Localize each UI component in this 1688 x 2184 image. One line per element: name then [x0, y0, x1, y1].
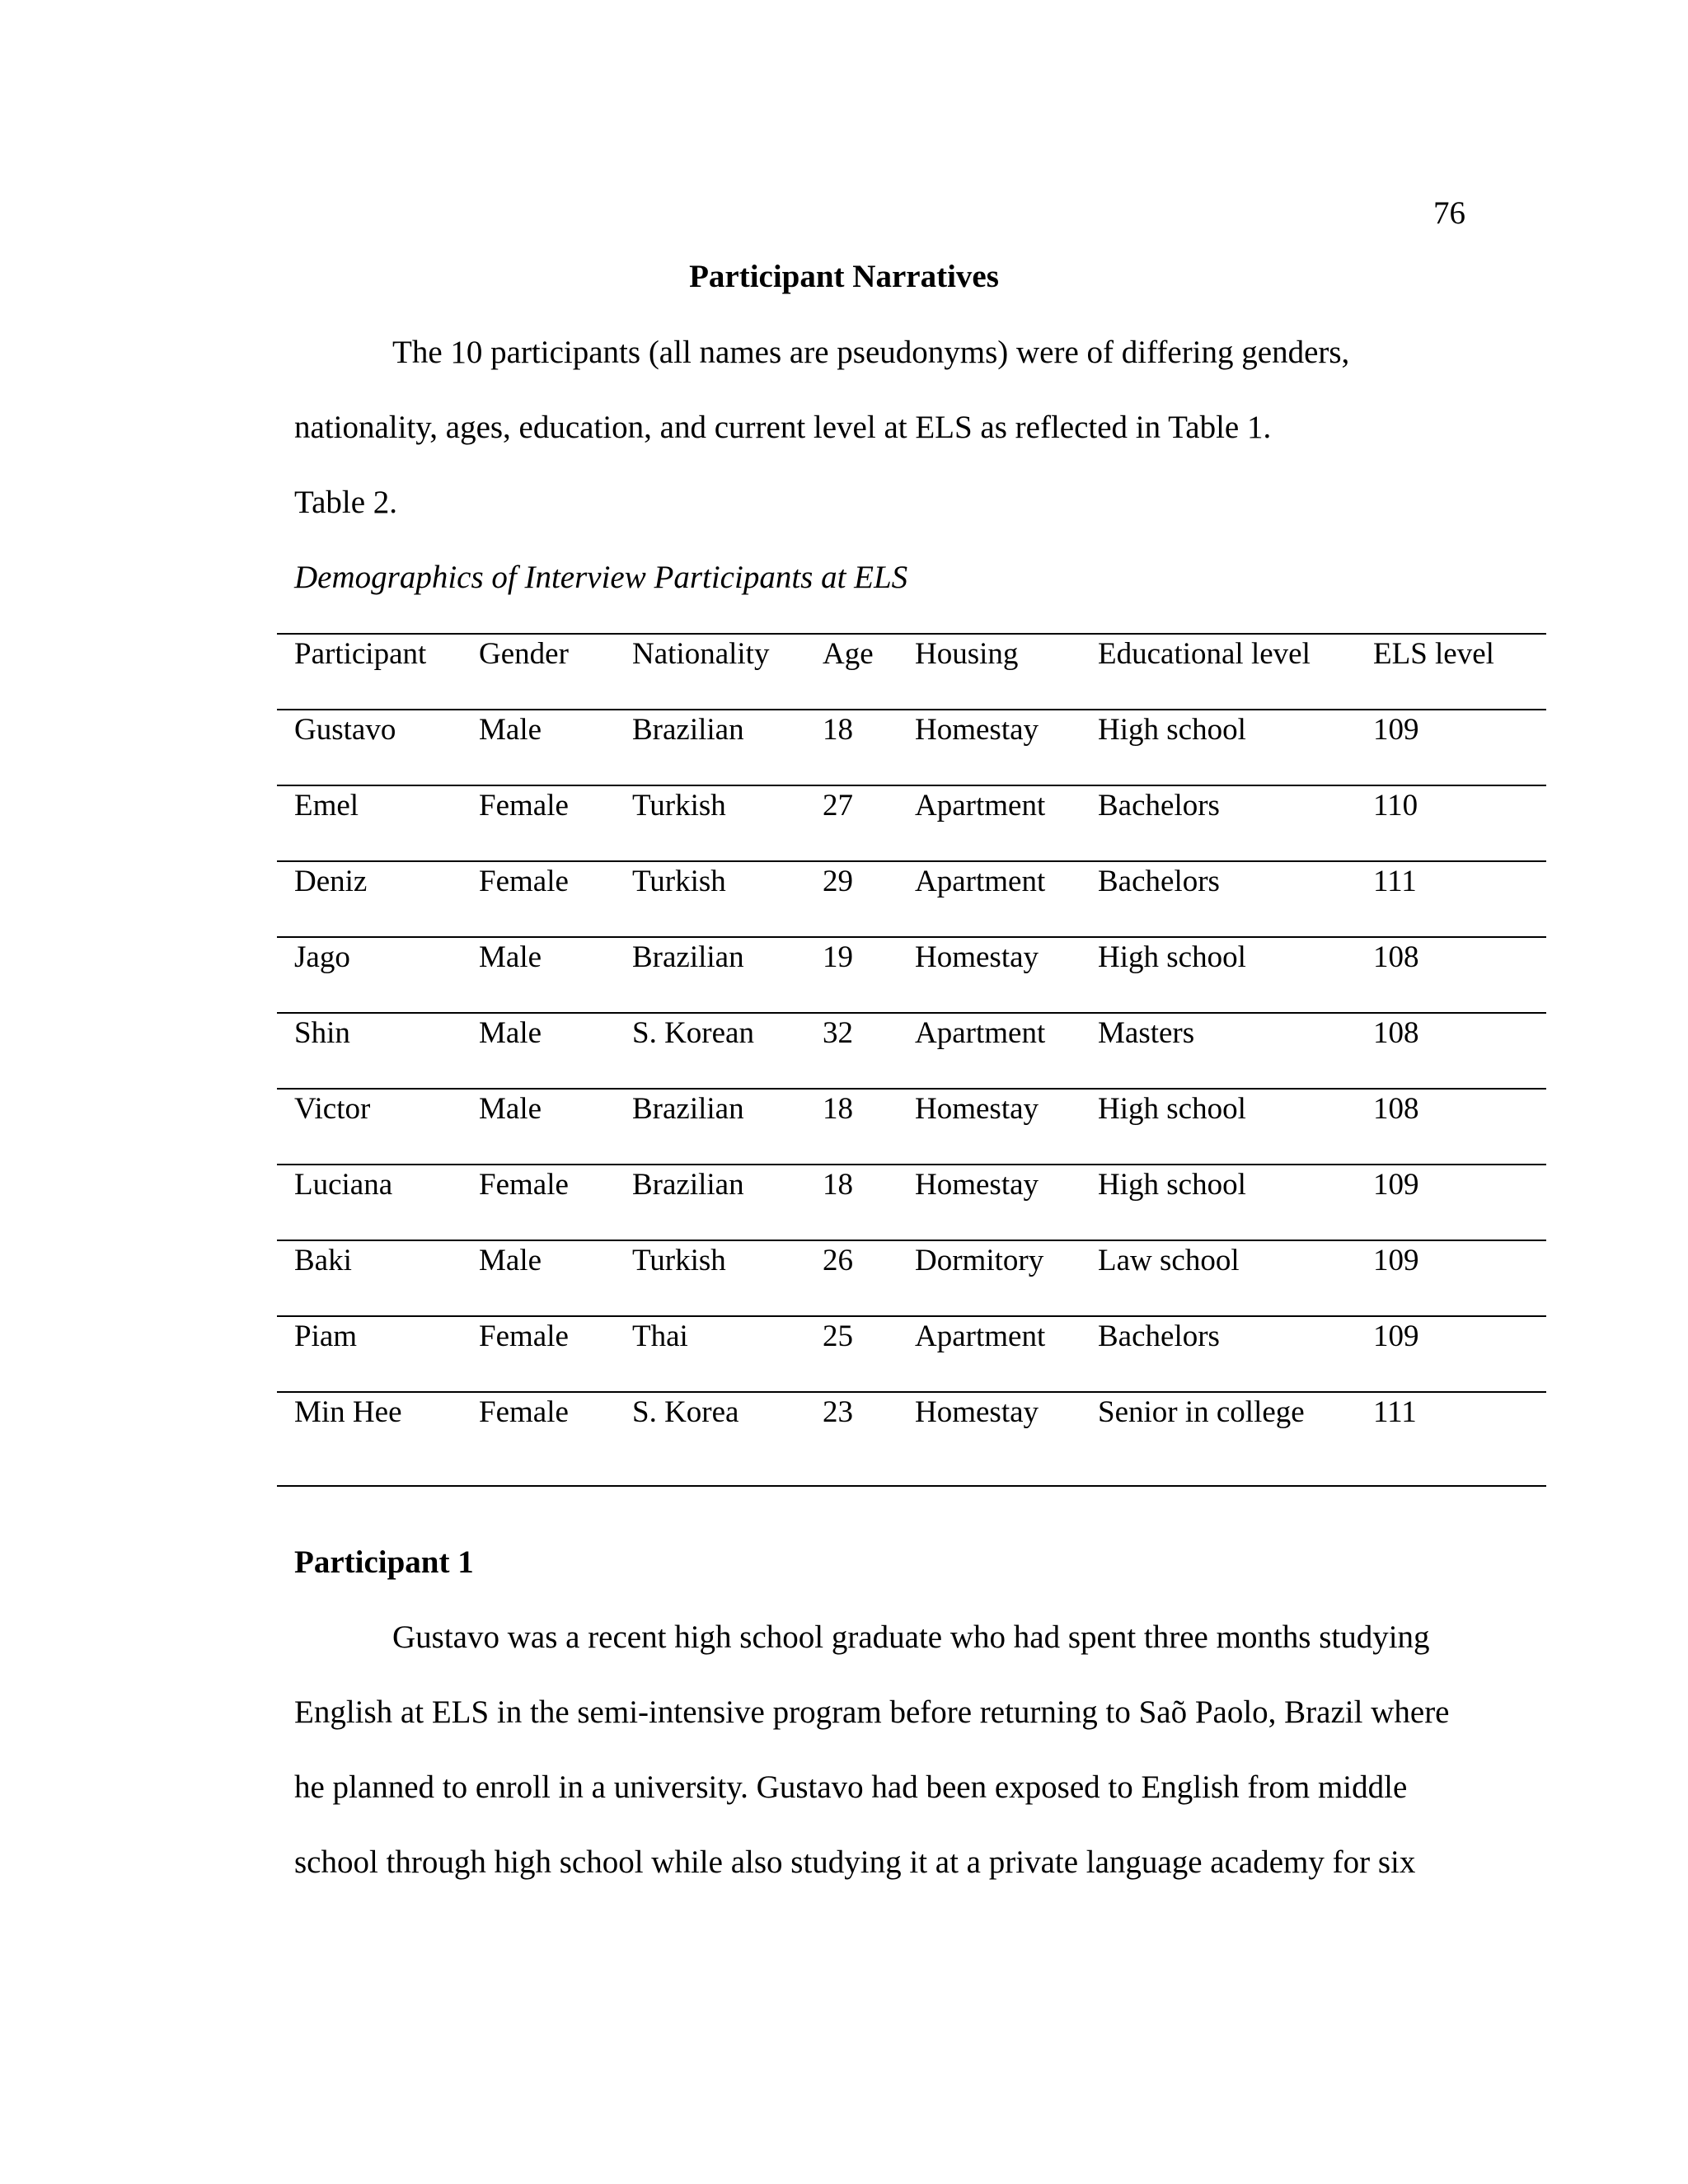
cell-educational-level: Bachelors: [1081, 861, 1356, 937]
cell-gender: Female: [462, 1392, 615, 1486]
cell-gender: Male: [462, 1013, 615, 1089]
cell-participant: Emel: [277, 785, 462, 861]
table-row: [277, 1165, 1546, 1240]
cell-gender: Female: [462, 1316, 615, 1392]
cell-els-level: 108: [1356, 937, 1546, 1013]
cell-els-level: 108: [1356, 1089, 1546, 1165]
cell-participant: Jago: [277, 937, 462, 1013]
cell-housing: Apartment: [898, 1316, 1081, 1392]
table-row: [277, 1392, 1546, 1486]
cell-educational-level: Masters: [1081, 1013, 1356, 1089]
participant-text-line: Gustavo was a recent high school graduate who had spent three months studying: [392, 1619, 1430, 1655]
cell-educational-level: Bachelors: [1081, 1316, 1356, 1392]
page-number: 76: [1433, 195, 1465, 231]
cell-nationality: Turkish: [615, 861, 805, 937]
cell-participant: Deniz: [277, 861, 462, 937]
section-title: Participant Narratives: [689, 259, 999, 294]
cell-nationality: S. Korea: [615, 1392, 805, 1486]
cell-housing: Apartment: [898, 785, 1081, 861]
cell-age: 25: [805, 1316, 898, 1392]
header-housing: Housing: [898, 634, 1081, 710]
cell-participant: Luciana: [277, 1165, 462, 1240]
cell-els-level: 109: [1356, 1316, 1546, 1392]
cell-gender: Female: [462, 861, 615, 937]
cell-gender: Male: [462, 1089, 615, 1165]
table-row: [277, 1316, 1546, 1392]
table-row: [277, 1089, 1546, 1165]
demographics-table: [277, 633, 1546, 1487]
table-row: [277, 710, 1546, 785]
cell-nationality: Thai: [615, 1316, 805, 1392]
table-header-row: [277, 634, 1546, 710]
cell-els-level: 111: [1356, 861, 1546, 937]
cell-age: 18: [805, 1089, 898, 1165]
header-gender: Gender: [462, 634, 615, 710]
intro-line: nationality, ages, education, and current level at ELS as reflected in Table 1.: [294, 410, 1272, 445]
cell-els-level: 109: [1356, 1165, 1546, 1240]
table-row: [277, 1013, 1546, 1089]
header-participant: Participant: [277, 634, 462, 710]
cell-educational-level: Bachelors: [1081, 785, 1356, 861]
cell-nationality: Brazilian: [615, 710, 805, 785]
participant-text-line: school through high school while also studying it at a private language academy for six: [294, 1844, 1416, 1880]
cell-participant: Shin: [277, 1013, 462, 1089]
header-age: Age: [805, 634, 898, 710]
cell-nationality: Brazilian: [615, 1165, 805, 1240]
cell-housing: Homestay: [898, 1089, 1081, 1165]
cell-housing: Homestay: [898, 710, 1081, 785]
participant-text-line: he planned to enroll in a university. Gustavo had been exposed to English from middle: [294, 1769, 1408, 1805]
table-label: Table 2.: [294, 485, 398, 520]
participant-heading: Participant 1: [294, 1544, 474, 1580]
cell-housing: Homestay: [898, 1165, 1081, 1240]
cell-educational-level: High school: [1081, 937, 1356, 1013]
cell-participant: Gustavo: [277, 710, 462, 785]
cell-gender: Male: [462, 1240, 615, 1316]
cell-els-level: 110: [1356, 785, 1546, 861]
cell-housing: Homestay: [898, 937, 1081, 1013]
cell-age: 18: [805, 1165, 898, 1240]
cell-nationality: Brazilian: [615, 937, 805, 1013]
cell-age: 23: [805, 1392, 898, 1486]
cell-nationality: Turkish: [615, 1240, 805, 1316]
table-title: Demographics of Interview Participants at ELS: [294, 560, 908, 595]
intro-line: The 10 participants (all names are pseudonyms) were of differing genders,: [392, 335, 1350, 370]
cell-age: 32: [805, 1013, 898, 1089]
cell-nationality: S. Korean: [615, 1013, 805, 1089]
cell-gender: Female: [462, 1165, 615, 1240]
cell-els-level: 111: [1356, 1392, 1546, 1486]
cell-els-level: 109: [1356, 710, 1546, 785]
participant-text-line: English at ELS in the semi-intensive program before returning to Saõ Paolo, Brazil where: [294, 1694, 1450, 1730]
cell-housing: Apartment: [898, 1013, 1081, 1089]
cell-nationality: Turkish: [615, 785, 805, 861]
cell-educational-level: Senior in college: [1081, 1392, 1356, 1486]
cell-gender: Male: [462, 710, 615, 785]
cell-participant: Min Hee: [277, 1392, 462, 1486]
cell-housing: Homestay: [898, 1392, 1081, 1486]
table-row: [277, 1240, 1546, 1316]
cell-participant: Victor: [277, 1089, 462, 1165]
cell-age: 26: [805, 1240, 898, 1316]
cell-nationality: Brazilian: [615, 1089, 805, 1165]
header-educational-level: Educational level: [1081, 634, 1356, 710]
cell-age: 27: [805, 785, 898, 861]
cell-age: 18: [805, 710, 898, 785]
table-row: [277, 861, 1546, 937]
cell-housing: Dormitory: [898, 1240, 1081, 1316]
cell-els-level: 109: [1356, 1240, 1546, 1316]
cell-educational-level: High school: [1081, 710, 1356, 785]
cell-age: 29: [805, 861, 898, 937]
table-row: [277, 785, 1546, 861]
cell-gender: Female: [462, 785, 615, 861]
cell-educational-level: High school: [1081, 1165, 1356, 1240]
cell-participant: Piam: [277, 1316, 462, 1392]
cell-housing: Apartment: [898, 861, 1081, 937]
cell-educational-level: High school: [1081, 1089, 1356, 1165]
table-row: [277, 937, 1546, 1013]
cell-educational-level: Law school: [1081, 1240, 1356, 1316]
cell-gender: Male: [462, 937, 615, 1013]
cell-participant: Baki: [277, 1240, 462, 1316]
header-nationality: Nationality: [615, 634, 805, 710]
cell-age: 19: [805, 937, 898, 1013]
header-els-level: ELS level: [1356, 634, 1546, 710]
cell-els-level: 108: [1356, 1013, 1546, 1089]
